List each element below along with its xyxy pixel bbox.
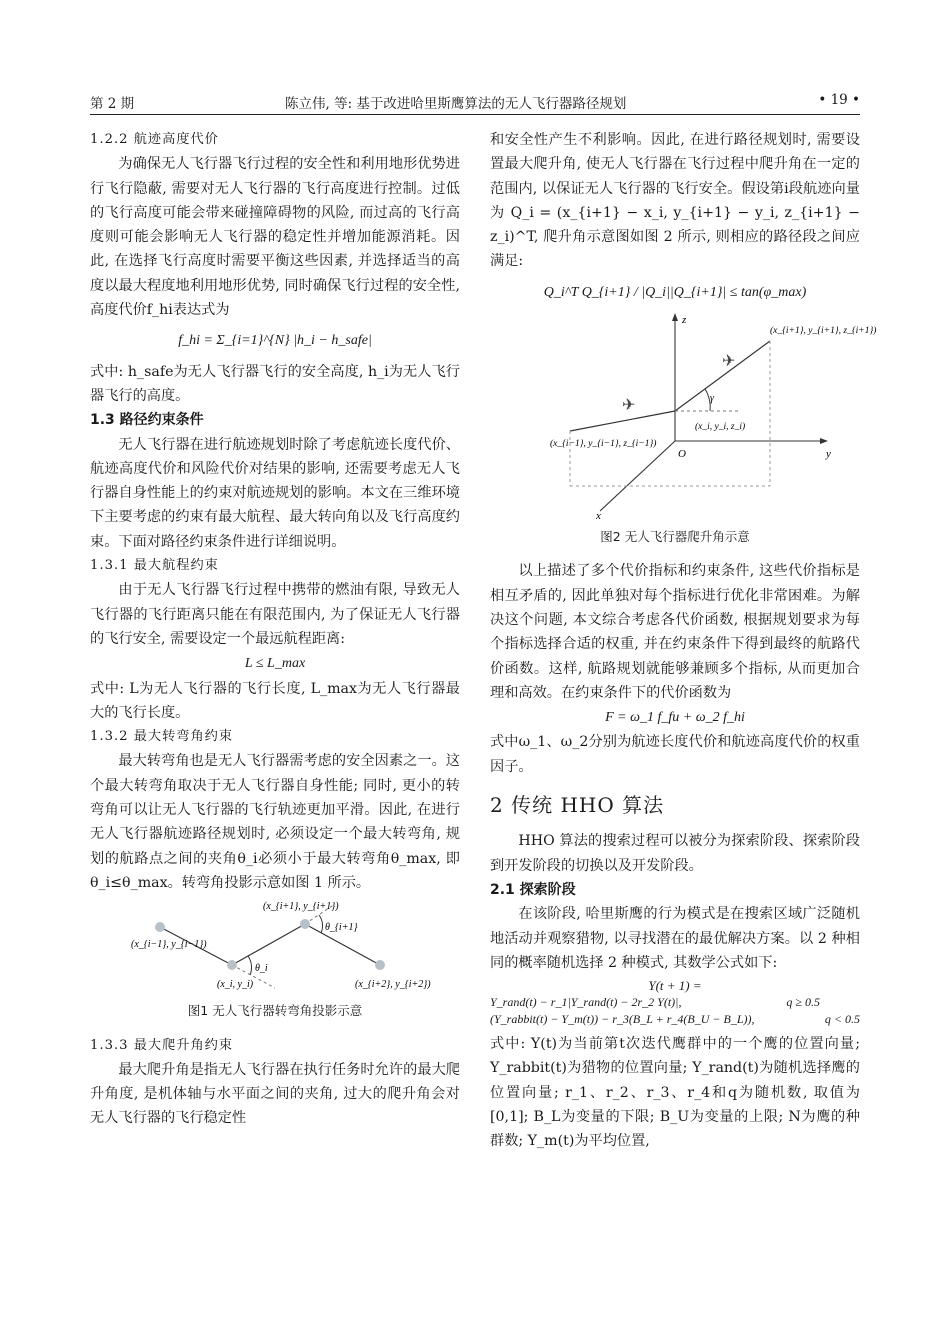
equation-climb (490, 280, 860, 305)
equation-text: f_hi = Σ_{i=1}^{N} |h_i − h_safe| (178, 333, 372, 349)
equation-fhi (90, 328, 460, 353)
label-next-point: (x_{i+1}, y_{i+1}, z_{i+1}) (770, 326, 877, 337)
arrow-head (672, 313, 678, 321)
waypoint (375, 960, 385, 970)
page-number: • 19 • (818, 92, 860, 108)
label-y: y (826, 448, 831, 461)
paragraph: 最大转弯角也是无人飞行器需考虑的安全因素之一。这个最大转弯角取决于无人飞行器自身性能; 同时, 更小的转弯角可以让无人飞行器的飞行轨迹更加平滑。因此, 在进行无人飞行器航迹路径规划时, 必须设定一个最大转弯角, 规划的航路点之间的夹角θ_i必须小于最大转弯角θ_max, 即 θ_i≤θ_max。转弯角投影示意如图 1 所示。 (90, 753, 460, 891)
waypoint (155, 922, 165, 932)
label-z: z (682, 314, 687, 327)
section-1-2-2-title: 1.2.2 航迹高度代价 (90, 132, 219, 147)
label-point-i: (x_i, y_i) (217, 979, 254, 991)
waypoint (300, 919, 310, 929)
equation-condition: q ≥ 0.5 (786, 995, 820, 1010)
running-title: 陈立伟, 等: 基于改进哈里斯鹰算法的无人飞行器路径规划 (285, 96, 627, 112)
waypoint (227, 960, 237, 970)
aircraft-icon: ✈ (722, 351, 736, 371)
equation-condition: q < 0.5 (824, 1012, 860, 1027)
x-axis (600, 441, 675, 511)
paragraph: 为确保无人飞行器飞行过程的安全性和利用地形优势进行飞行隐蔽, 需要对无人飞行器的飞行高度进行控制。过低的飞行高度可能会带来碰撞障碍物的风险, 而过高的飞行高度则可能会影响无人飞行器的稳定性并增加能源消耗。因此, 在选择飞行高度时需要平衡这些因素, 并选择适当的高度以最大程度地利用地形优势, 同时确保飞行过程的安全性, 高度代价f_hi表达式为 (90, 156, 460, 319)
figure-1-caption: 图1 无人飞行器转弯角投影示意 (187, 1003, 363, 1019)
equation-text: Q_i^T Q_{i+1} / |Q_i||Q_{i+1}| ≤ tan(φ_max) (543, 284, 807, 300)
label-x: x (596, 510, 601, 523)
paragraph: 由于无人飞行器飞行过程中携带的燃油有限, 导致无人飞行器的飞行距离只能在有限范围内, 为了保证无人飞行器的飞行安全, 需要设定一个最远航程距离: (90, 582, 460, 647)
arrow-head (820, 438, 828, 444)
figure-2-caption: 图2 无人飞行器爬升角示意 (600, 529, 750, 545)
figure-1-turn-angle (125, 895, 431, 995)
paragraph: 式中: Y(t)为当前第t次迭代鹰群中的一个鹰的位置向量; Y_rabbit(t)为猎物的位置向量; Y_rand(t)为随机选择鹰的位置向量; r_1、r_2、r_3、r_4和q为随机数, 取值为[0,1]; B_L为变量的下限; B_U为变量的上限; N为鹰的种群数; Y_m(t)为平均位置, (490, 1036, 860, 1150)
paragraph: 式中: L为无人飞行器的飞行长度, L_max为无人飞行器最大的飞行长度。 (90, 680, 460, 721)
right-column (490, 128, 877, 1154)
section-1-3-title: 1.3 路径约束条件 (90, 412, 204, 429)
label-prev-point: (x_{i−1}, y_{i−1}, z_{i−1}) (550, 439, 657, 450)
paragraph: 最大爬升角是指无人飞行器在执行任务时允许的最大爬升角度, 是机体轴与水平面之间的夹角, 过大的爬升角会对无人飞行器的飞行稳定性 (90, 1061, 460, 1127)
page-header (90, 84, 860, 115)
paragraph: HHO 算法的搜索过程可以被分为探索阶段、探索阶段到开发阶段的切换以及开发阶段。 (490, 833, 860, 874)
label-point-i: (x_i, y_i, z_i) (695, 422, 746, 433)
equation-head: Y(t + 1) = (648, 978, 702, 994)
section-2-1-title: 2.1 探索阶段 (490, 881, 576, 898)
label-prev-point: (x_{i−1}, y_{i−1}) (131, 939, 207, 951)
left-column (90, 128, 460, 1131)
label-next2-point: (x_{i+2}, y_{i+2}) (355, 979, 431, 991)
issue-number: 第 2 期 (90, 96, 135, 112)
section-1-3-2-title: 1.3.2 最大转弯角约束 (90, 729, 234, 745)
label-origin: O (678, 448, 686, 461)
paragraph: 无人飞行器在进行航迹规划时除了考虑航迹长度代价、航迹高度代价和风险代价对结果的影响, 还需要考虑无人飞行器自身性能上的约束对航迹规划的影响。本文在三维环境下主要考虑的约束有最大航程、最大转向角以及飞行高度约束。下面对路径约束条件进行详细说明。 (90, 436, 460, 550)
label-theta-next: θ_{i+1} (325, 922, 358, 934)
path-segment (232, 924, 305, 965)
equation-case: Y_rand(t) − r_1|Y_rand(t) − 2r_2 Y(t)|, (490, 995, 682, 1010)
paragraph: 式中ω_1、ω_2分别为航迹长度代价和航迹高度代价的权重因子。 (490, 734, 860, 775)
label-gamma: γ (710, 393, 714, 405)
paragraph: 和安全性产生不利影响。因此, 在进行路径规划时, 需要设置最大爬升角, 使无人飞行器在飞行过程中爬升角在一定的范围内, 以保证无人飞行器的飞行安全。假设第i段航迹向量为 Q_i = (x_{i+1} − x_i, y_{i+1} − y_i, z_{i+1} − z_i)^T, 爬升角示意图如图 2 所示, 则相应的路径段之间应满足: (490, 132, 860, 270)
section-1-3-3-title: 1.3.3 最大爬升角约束 (90, 1037, 234, 1053)
section-1-3-1-title: 1.3.1 最大航程约束 (90, 558, 219, 574)
equation-Y (490, 977, 860, 1028)
equation-case-row (490, 994, 860, 1011)
equation-text: L ≤ L_max (244, 656, 306, 672)
paragraph: 在该阶段, 哈里斯鹰的行为模式是在搜索区域广泛随机地活动并观察猎物, 以寻找潜在的最优解决方案。以 2 种相同的概率随机选择 2 种模式, 其数学公式如下: (490, 906, 860, 971)
angle-arc (319, 915, 323, 933)
paragraph: 式中: h_safe为无人飞行器飞行的安全高度, h_i为无人飞行器飞行的高度。 (90, 363, 460, 404)
equation-F (490, 705, 860, 730)
paragraph: 以上描述了多个代价指标和约束条件, 这些代价指标是相互矛盾的, 因此单独对每个指标进行优化非常困难。为解决这个问题, 本文综合考虑各代价函数, 根据规划要求为每个指标选择合适的权重, 并在约束条件下得到最终的航路代价函数。这样, 航路规划就能够兼顾多个指标, 从而更加合理和高效。在约束条件下的代价函数为 (490, 563, 860, 701)
equation-text: F = ω_1 f_fu + ω_2 f_hi (605, 710, 745, 726)
equation-case: (Y_rabbit(t) − Y_m(t)) − r_3(B_L + r_4(B_U − B_L)), (490, 1012, 755, 1027)
label-theta-i: θ_i (255, 963, 268, 975)
path-segment (570, 411, 675, 431)
label-next-point: (x_{i+1}, y_{i+1}) (263, 901, 339, 913)
equation-case-row (490, 1011, 860, 1028)
angle-arc (248, 956, 252, 975)
figure-2-climb-angle (510, 311, 877, 523)
aircraft-icon: ✈ (622, 395, 636, 415)
section-2-title: 2 传统 HHO 算法 (490, 793, 665, 818)
equation-L (90, 651, 460, 676)
